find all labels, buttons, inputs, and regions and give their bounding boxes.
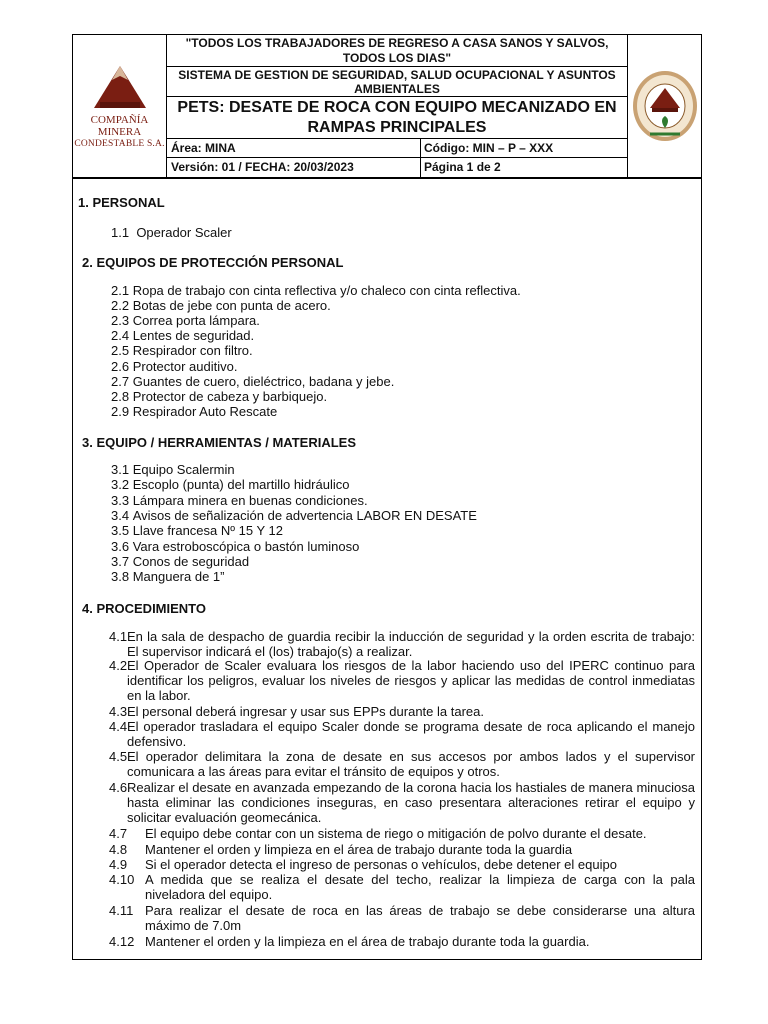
procedure-step	[109, 658, 695, 703]
procedure-step	[109, 934, 695, 949]
company-name	[73, 114, 166, 150]
item-number: 2.4	[111, 328, 130, 344]
item-text: Correa porta lámpara.	[132, 313, 260, 329]
item-number: 3.8	[111, 569, 130, 585]
step-number: 4.10	[109, 872, 135, 887]
item-number: 3.6	[111, 538, 130, 554]
step-number: 4.2	[109, 658, 128, 673]
item-text: Llave francesa Nº 15 Y 12	[132, 523, 283, 539]
list-item	[111, 313, 260, 328]
ssoma-seal	[627, 35, 701, 177]
list-item	[111, 343, 253, 358]
item-number: 2.8	[111, 388, 130, 404]
document-title: PETS: DESATE DE ROCA CON EQUIPO MECANIZADO EN RAMPAS PRINCIPALES	[167, 97, 627, 139]
area-code-row	[167, 139, 627, 158]
company-name-line2: CONDESTABLE S.A.	[74, 139, 165, 149]
item-text: Equipo Scalermin	[132, 462, 235, 477]
management-system: SISTEMA DE GESTION DE SEGURIDAD, SALUD OCUPACIONAL Y ASUNTOS AMBIENTALES	[167, 67, 627, 97]
list-item	[111, 539, 359, 554]
list-item	[111, 225, 232, 240]
item-text: Avisos de señalización de advertencia LABOR EN DESATE	[132, 507, 477, 523]
step-number: 4.9	[109, 857, 128, 872]
step-text: El personal deberá ingresar y usar sus EPPs durante la tarea.	[127, 704, 484, 719]
item-number: 2.9	[111, 403, 130, 419]
step-number: 4.8	[109, 842, 128, 857]
item-number: 3.5	[111, 523, 130, 539]
page-field: Página 1 de 2	[424, 160, 501, 174]
item-text: Respirador Auto Rescate	[132, 403, 278, 419]
section-title-equipment: 3. EQUIPO / HERRAMIENTAS / MATERIALES	[82, 435, 356, 450]
item-text: Protector auditivo.	[132, 358, 238, 374]
step-text: El operador delimitara la zona de desate en sus accesos por ambos lados y el supervisor comunicara a las áreas para evitar el tránsito de equipos y otros.	[127, 749, 695, 779]
step-text: A medida que se realiza el desate del techo, realizar la limpieza de carga con la pala niveladora del equipo.	[145, 872, 695, 902]
section-title-epp: 2. EQUIPOS DE PROTECCIÓN PERSONAL	[82, 255, 344, 270]
list-item	[111, 554, 249, 569]
item-number: 3.7	[111, 553, 130, 569]
procedure-step	[109, 903, 695, 933]
item-text: Ropa de trabajo con cinta reflectiva y/o chaleco con cinta reflectiva.	[132, 283, 521, 298]
item-number: 3.3	[111, 492, 130, 508]
item-number: 3.1	[111, 462, 130, 477]
procedure-step	[109, 826, 695, 841]
slogan: "TODOS LOS TRABAJADORES DE REGRESO A CASA SANOS Y SALVOS, TODOS LOS DIAS"	[167, 35, 627, 67]
item-text: Escoplo (punta) del martillo hidráulico	[132, 477, 350, 493]
item-text: Protector de cabeza y barbiquejo.	[132, 388, 328, 404]
step-text: En la sala de despacho de guardia recibir la inducción de seguridad y la orden escrita de trabajo: El supervisor indicará el (los) trabajo(s) a realizar.	[127, 629, 695, 659]
list-item	[111, 328, 254, 343]
step-number: 4.12	[109, 934, 135, 949]
item-text: Vara estroboscópica o bastón luminoso	[132, 538, 360, 554]
item-text: Conos de seguridad	[132, 553, 250, 569]
step-text: Mantener el orden y limpieza en el área de trabajo durante toda la guardia	[145, 842, 573, 857]
list-item	[111, 523, 283, 538]
item-number: 2.1	[111, 283, 130, 298]
item-text: Lámpara minera en buenas condiciones.	[132, 492, 368, 508]
version-page-row	[167, 158, 627, 177]
step-text: Realizar el desate en avanzada empezando de la corona hacia los hastiales de manera minuciosa hasta eliminar las condiciones inseguras, en caso presentara alteraciones retirar el equipo y solicitar evaluación geomecánica.	[127, 780, 695, 825]
step-number: 4.4	[109, 719, 128, 734]
item-number: 2.7	[111, 373, 130, 389]
item-number: 3.4	[111, 507, 130, 523]
procedure-step	[109, 780, 695, 825]
item-number: 1.1	[111, 225, 130, 240]
item-text: Respirador con filtro.	[132, 343, 253, 359]
procedure-step	[109, 857, 695, 872]
step-text: Mantener el orden y la limpieza en el área de trabajo durante toda la guardia.	[145, 934, 590, 949]
list-item	[111, 374, 394, 389]
procedure-step	[109, 749, 695, 779]
procedure-step	[109, 704, 695, 719]
company-logo	[73, 35, 167, 177]
item-text: Guantes de cuero, dieléctrico, badana y jebe.	[132, 373, 395, 389]
section-title-personal: 1. PERSONAL	[78, 195, 165, 210]
list-item	[111, 493, 368, 508]
item-text: Operador Scaler	[136, 225, 232, 240]
step-text: Si el operador detecta el ingreso de personas o vehículos, debe detener el equipo	[145, 857, 617, 872]
step-text: El equipo debe contar con un sistema de riego o mitigación de polvo durante el desate.	[145, 826, 647, 841]
step-number: 4.3	[109, 704, 128, 719]
step-number: 4.11	[109, 903, 134, 918]
document-body	[72, 178, 702, 960]
document-header	[72, 34, 702, 178]
list-item	[111, 298, 331, 313]
step-number: 4.5	[109, 749, 128, 764]
area-field: Área: MINA	[167, 139, 421, 157]
item-number: 2.6	[111, 358, 130, 374]
step-number: 4.6	[109, 780, 128, 795]
item-number: 2.5	[111, 343, 130, 359]
mountain-logo-icon	[90, 62, 150, 112]
list-item	[111, 283, 521, 298]
list-item	[111, 508, 477, 523]
list-item	[111, 462, 235, 477]
company-name-line1: COMPAÑÍA MINERA	[90, 114, 149, 138]
header-info	[167, 35, 627, 177]
item-number: 3.2	[111, 477, 130, 493]
version-field: Versión: 01 / FECHA: 20/03/2023	[167, 158, 421, 177]
seal-logo-icon	[630, 68, 700, 144]
step-number: 4.1	[109, 629, 128, 644]
procedure-step	[109, 629, 695, 659]
item-number: 2.3	[111, 313, 130, 329]
code-field: Código: MIN – P – XXX	[424, 141, 554, 155]
section-title-procedure: 4. PROCEDIMIENTO	[82, 601, 207, 616]
list-item	[111, 477, 349, 492]
item-number: 2.2	[111, 298, 130, 314]
list-item	[111, 359, 237, 374]
list-item	[111, 569, 224, 584]
item-text: Manguera de 1”	[132, 569, 225, 585]
procedure-step	[109, 872, 695, 902]
step-number: 4.7	[109, 826, 128, 841]
item-text: Botas de jebe con punta de acero.	[132, 298, 331, 314]
list-item	[111, 389, 327, 404]
step-text: El operador trasladara el equipo Scaler donde se programa desate de roca aplicando el manejo defensivo.	[127, 719, 695, 749]
procedure-step	[109, 719, 695, 749]
item-text: Lentes de seguridad.	[132, 328, 255, 344]
step-text: El Operador de Scaler evaluara los riesgos de la labor haciendo uso del IPERC continuo para identificar los peligros, evaluar los niveles de riesgos y aplicar las medidas de control inmediatas en la labor.	[127, 658, 695, 703]
step-text: Para realizar el desate de roca en las áreas de trabajo se debe considerarse una altura máximo de 7.0m	[145, 903, 695, 933]
procedure-step	[109, 842, 695, 857]
list-item	[111, 404, 277, 419]
